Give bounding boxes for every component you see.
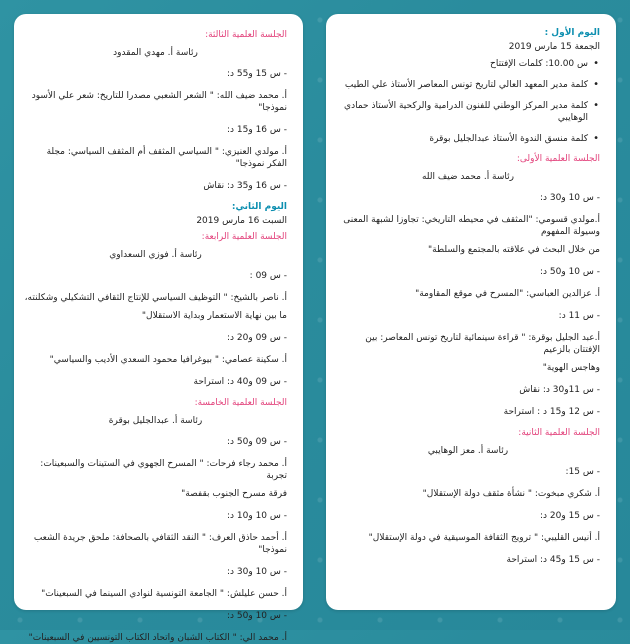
schedule-line: فرقة مسرح الجنوب بقفصة" (181, 489, 287, 499)
session5-presider: رئاسة أ. عبدالجليل بوقرة (108, 416, 203, 426)
schedule-line: - س 16 و35 د: نقاش (203, 181, 287, 191)
schedule-line: - س 15 و55 د: (227, 69, 287, 79)
schedule-line: أ. محمد ضيف الله: " الشعر الشعبي مصدرا للتاريخ: شعر علي الأسود نموذجا" (31, 91, 287, 113)
session2-title: الجلسة العلمية الثانية: (518, 428, 600, 438)
schedule-line: أ.مولدي قسومي: "المثقف في محيطه التاريخي: تجاوزا لشبهة المعنى وسيولة المفهوم (343, 215, 600, 237)
schedule-line: - س 10 و50 د: (227, 611, 287, 621)
schedule-line: من خلال البحث في علاقته بالمجتمع والسلطة" (428, 245, 600, 255)
schedule-line: - س 12 و15 د : استراحة (503, 407, 600, 417)
schedule-line: - س 10 و30 د: (540, 193, 600, 203)
opening-list (336, 58, 600, 145)
schedule-line: أ. أنيس القليبي: " ترويج الثقافة الموسيقية في دولة الإستقلال" (368, 533, 600, 543)
program-card-day2 (14, 14, 303, 643)
schedule-line: أ. محمد الي: " الكتاب الشبان واتحاد الكتاب التونسيين في السبعينات" (28, 633, 287, 643)
schedule-line: - س 10 و10 د: (227, 511, 287, 521)
schedule-line: - س 09 و40 د: استراحة (193, 377, 287, 387)
schedule-line: - س 10 و30 د: (227, 567, 287, 577)
session2-presider: رئاسة أ. معز الوهايبي (427, 446, 509, 456)
session1-presider: رئاسة أ. محمد ضيف الله (421, 172, 515, 182)
session1-title: الجلسة العلمية الأولى: (516, 154, 600, 164)
schedule-line: أ. شكري مبخوت: " نشأة مثقف دولة الإستقلال" (422, 489, 600, 499)
schedule-line: أ. مولدي العنيزي: " السياسي المثقف أم المثقف السياسي: مجلة الفكر نموذجا" (46, 147, 287, 169)
schedule-line: - س 09 : (249, 271, 287, 281)
schedule-line: أ. ناصر بالشيخ: " التوظيف السياسي للإنتاج الثقافي التشكيلي وشكلنته، (24, 293, 287, 303)
schedule-line: - س 16 و15 د: (227, 125, 287, 135)
opening-item: • كلمة مدير المركز الوطني للفنون الدرامية والركحية الأستاذ حمادي الوهايبي (336, 100, 588, 124)
schedule-line: وهاجس الهوية" (542, 363, 600, 373)
schedule-line: - س 15: (565, 467, 600, 477)
day2-title: اليوم الثاني: (231, 202, 287, 212)
session3-presider: رئاسة أ. مهدي المقدود (113, 48, 198, 58)
schedule-line: - س 11و30 د: نقاش (519, 385, 600, 395)
schedule-line: أ. سكينة عصامي: " بيوغرافيا محمود السعدي الأديب والسياسي" (49, 355, 287, 365)
day1-title: اليوم الأول : (544, 28, 600, 38)
schedule-line: ما بين نهاية الاستعمار وبداية الاستقلال" (141, 311, 287, 321)
schedule-line: - س 10 و50 د: (540, 267, 600, 277)
schedule-line: - س 09 و20 د: (227, 333, 287, 343)
schedule-line: أ. عزالدين العباسي: "المسرح في موقع المقاومة" (415, 289, 600, 299)
program-card-day1 (326, 14, 616, 610)
session3-title: الجلسة العلمية الثالثة: (205, 30, 287, 40)
session4-presider: رئاسة أ. فوزي السعداوي (109, 250, 202, 260)
day1-date: الجمعة 15 مارس 2019 (508, 42, 600, 52)
schedule-line: - س 11 د: (558, 311, 600, 321)
schedule-line: - س 15 و45 د: استراحة (506, 555, 600, 565)
schedule-line: أ. محمد رجاء فرحات: " المسرح الجهوي في الستينات والسبعينات: تجربة (40, 459, 287, 481)
schedule-line: أ. أحمد حاذق العرف: " النقد الثقافي بالصحافة: ملحق جريدة الشعب نموذجا" (33, 533, 287, 555)
schedule-line: - س 15 و20 د: (540, 511, 600, 521)
session4-title: الجلسة العلمية الرابعة: (201, 232, 287, 242)
day2-date: السبت 16 مارس 2019 (196, 216, 287, 226)
opening-item: • كلمة منسق الندوة الأستاذ عبدالجليل بوقرة (336, 133, 588, 145)
opening-item: • س 10.00: كلمات الإفتتاح (336, 58, 588, 70)
schedule-line: أ. حسن عليلش: " الجامعة التونسية لنوادي السينما في السبعينات" (41, 589, 287, 599)
schedule-line: - س 09 و50 د: (227, 437, 287, 447)
session5-title: الجلسة العلمية الخامسة: (194, 398, 287, 408)
opening-item: • كلمة مدير المعهد العالي لتاريخ تونس المعاصر الأستاذ علي الطيب (336, 79, 588, 91)
schedule-line: أ.عبد الجليل بوقرة: " قراءة سينمائية لتاريخ تونس المعاصر: بين الإفتتان بالزعيم (365, 333, 600, 355)
